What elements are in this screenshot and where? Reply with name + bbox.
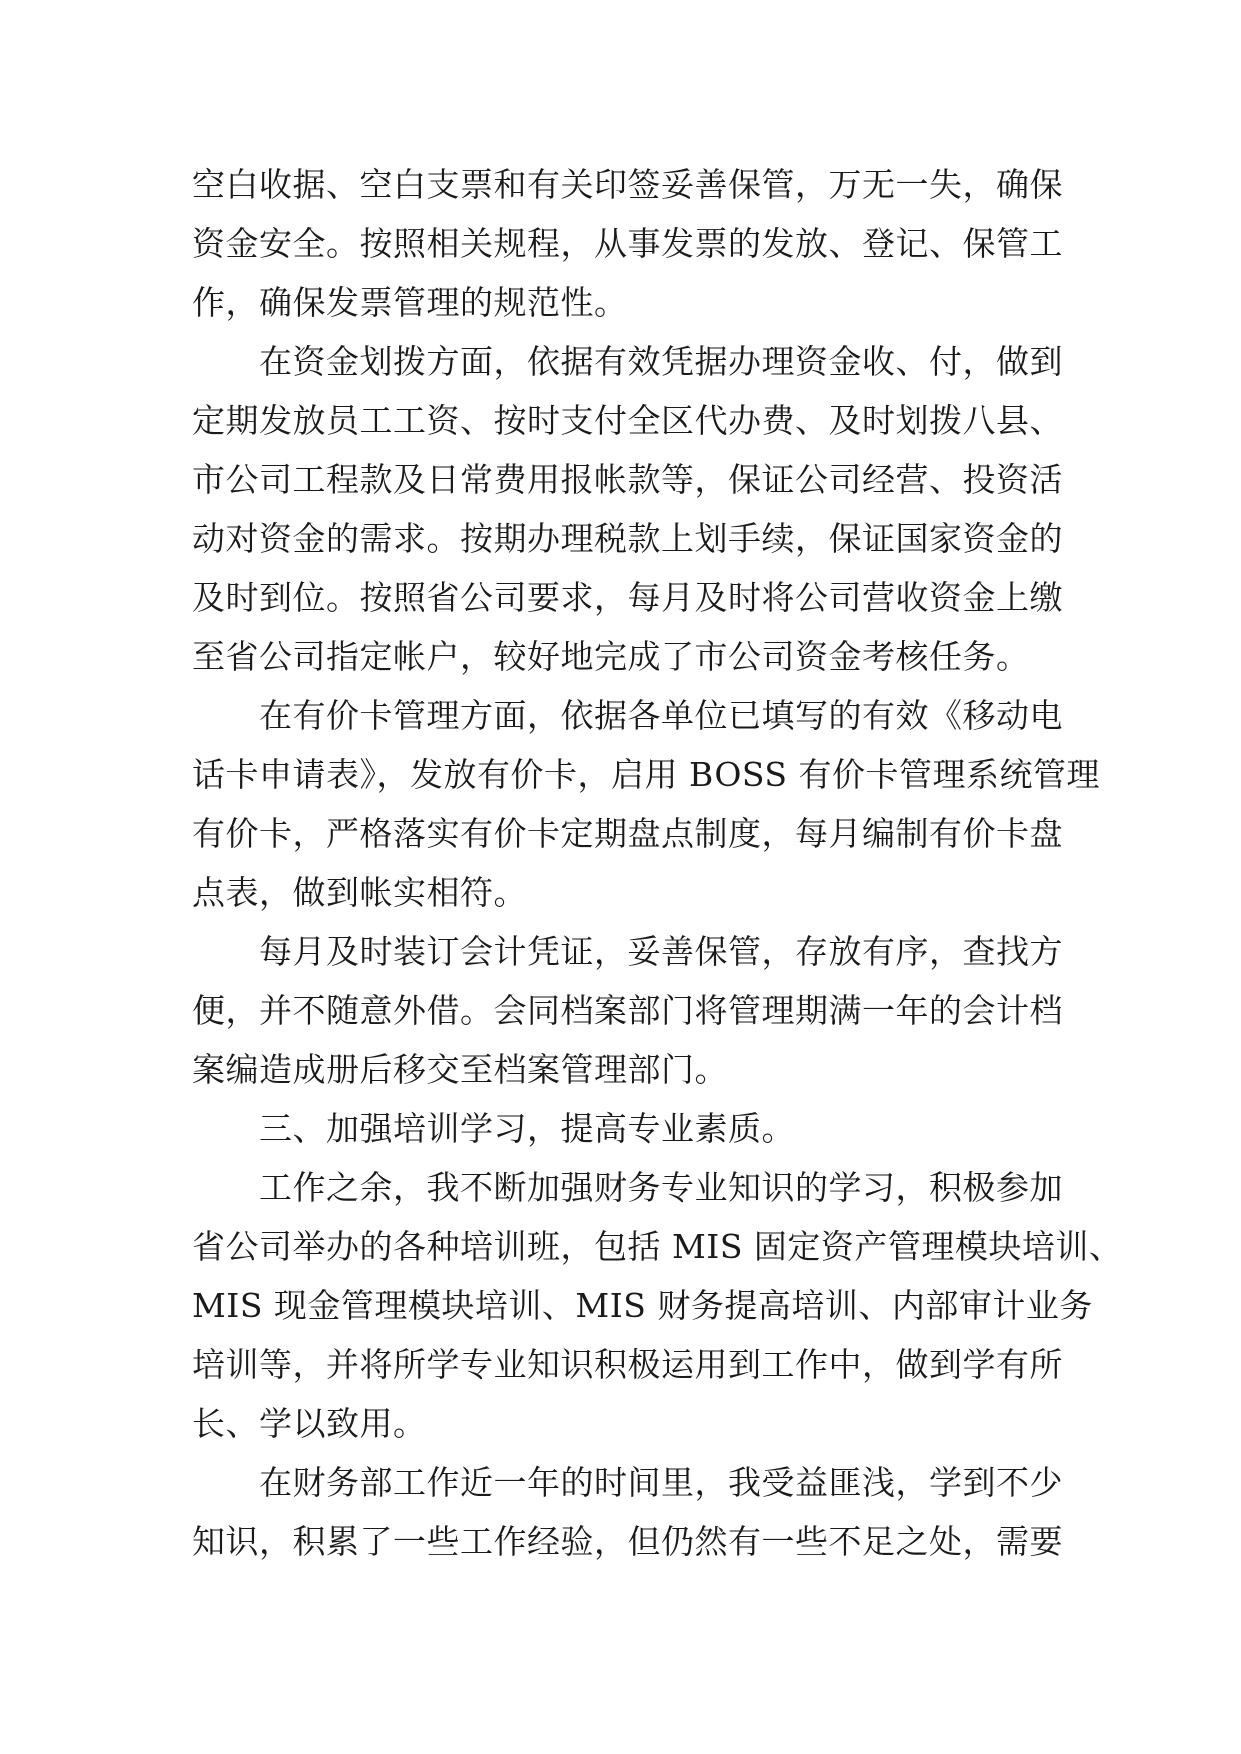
text-line: 工作之余，我不断加强财务专业知识的学习，积极参加 [192, 1168, 1063, 1207]
text-line: 定期发放员工工资、按时支付全区代办费、及时划拨八县、 [192, 401, 1063, 440]
text-line: 及时到位。按照省公司要求，每月及时将公司营收资金上缴 [192, 578, 1063, 617]
text-line: MIS 现金管理模块培训、MIS 财务提高培训、内部审计业务 [192, 1286, 1093, 1325]
text-line: 每月及时装订会计凭证，妥善保管，存放有序，查找方 [192, 932, 1063, 971]
text-line: 动对资金的需求。按期办理税款上划手续，保证国家资金的 [192, 519, 1063, 558]
text-line: 在有价卡管理方面，依据各单位已填写的有效《移动电 [192, 696, 1063, 735]
text-line: 在资金划拨方面，依据有效凭据办理资金收、付，做到 [192, 342, 1063, 381]
document-body [192, 155, 1123, 1571]
text-line: 省公司举办的各种培训班，包括 MIS 固定资产管理模块培训、 [192, 1227, 1123, 1266]
text-line: 话卡申请表》，发放有价卡，启用 BOSS 有价卡管理系统管理 [192, 755, 1101, 794]
text-line: 市公司工程款及日常费用报帐款等，保证公司经营、投资活 [192, 460, 1063, 499]
text-line: 点表，做到帐实相符。 [192, 873, 527, 912]
text-line: 作，确保发票管理的规范性。 [192, 283, 628, 322]
text-line: 知识，积累了一些工作经验，但仍然有一些不足之处，需要 [192, 1522, 1063, 1561]
text-line: 有价卡，严格落实有价卡定期盘点制度，每月编制有价卡盘 [192, 814, 1063, 853]
text-line: 长、学以致用。 [192, 1404, 427, 1443]
text-line: 案编造成册后移交至档案管理部门。 [192, 1050, 728, 1089]
text-line: 空白收据、空白支票和有关印签妥善保管，万无一失，确保 [192, 165, 1063, 204]
text-line: 资金安全。按照相关规程，从事发票的发放、登记、保管工 [192, 224, 1063, 263]
text-line: 培训等，并将所学专业知识积极运用到工作中，做到学有所 [192, 1345, 1063, 1384]
text-line: 在财务部工作近一年的时间里，我受益匪浅，学到不少 [192, 1463, 1063, 1502]
text-line: 便，并不随意外借。会同档案部门将管理期满一年的会计档 [192, 991, 1063, 1030]
text-line: 至省公司指定帐户，较好地完成了市公司资金考核任务。 [192, 637, 1030, 676]
section-heading: 三、加强培训学习，提高专业素质。 [192, 1109, 795, 1148]
